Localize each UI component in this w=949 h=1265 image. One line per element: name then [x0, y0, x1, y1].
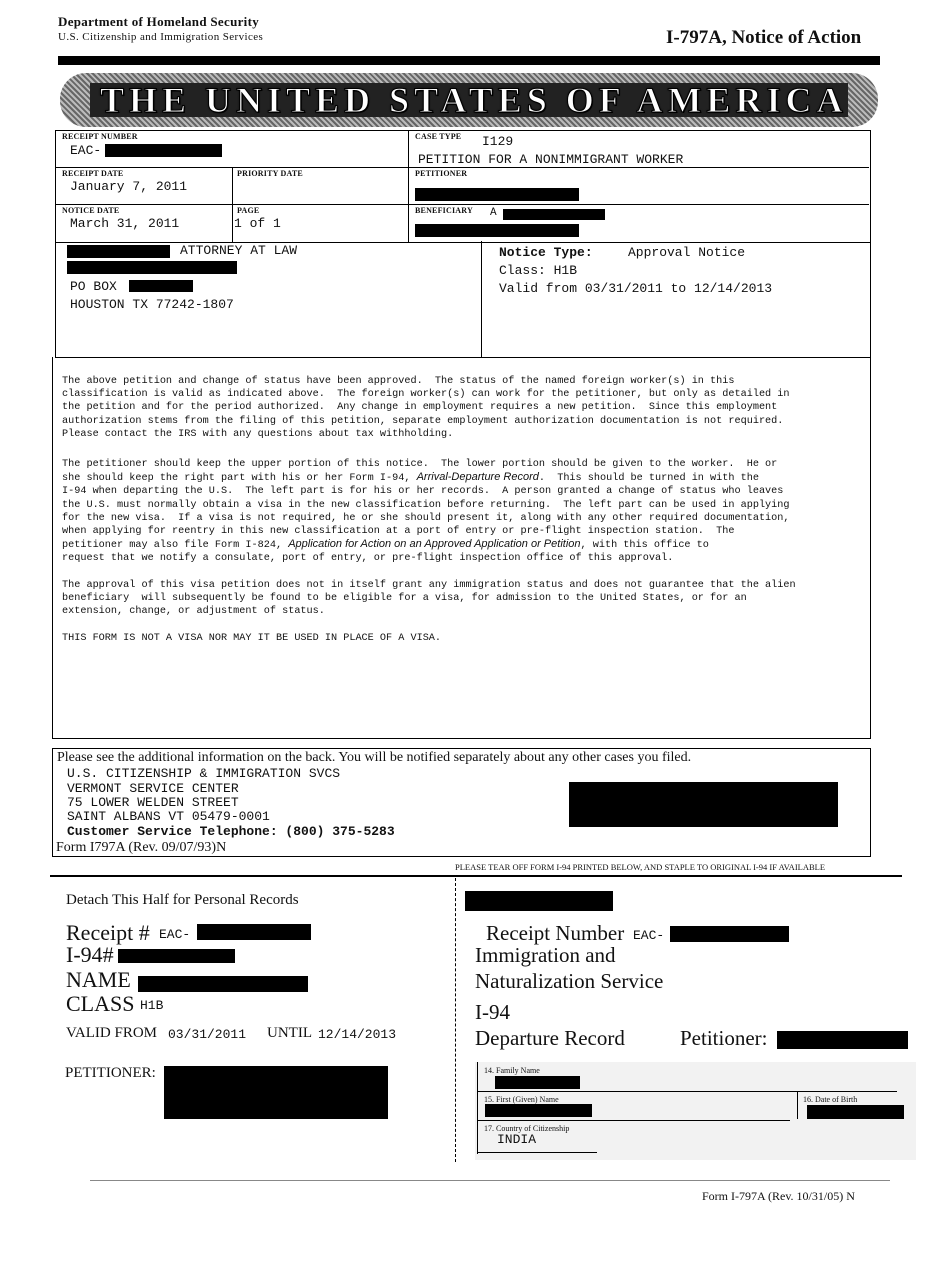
redaction	[138, 976, 308, 992]
redaction	[485, 1104, 592, 1117]
redaction	[197, 924, 311, 940]
until-value: 12/14/2013	[318, 1027, 397, 1042]
redaction	[118, 949, 235, 963]
stub-class-label: CLASS	[66, 991, 135, 1016]
usa-banner	[60, 73, 878, 127]
case-type-desc: PETITION FOR A NONIMMIGRANT WORKER	[418, 152, 684, 167]
valid-from-label: VALID FROM	[66, 1025, 157, 1041]
banner-text: THE UNITED STATES OF AMERICA	[100, 80, 848, 120]
header-rule	[58, 56, 880, 65]
office-line-3: 75 LOWER WELDEN STREET	[67, 795, 239, 810]
citizenship-value: INDIA	[497, 1132, 537, 1147]
redaction	[503, 209, 605, 220]
redaction	[415, 224, 579, 237]
city-line: HOUSTON TX 77242-1807	[70, 297, 234, 312]
stub-name-label: NAME	[66, 967, 131, 992]
page-value: 1 of 1	[234, 216, 281, 231]
class-line: Class: H1B	[499, 263, 578, 278]
redaction	[129, 280, 193, 292]
case-type-label: CASE TYPE	[415, 132, 462, 141]
detach-note: Detach This Half for Personal Records	[66, 892, 299, 908]
notice-date-value: March 31, 2011	[70, 216, 180, 231]
departure-record: Departure Record	[475, 1026, 625, 1050]
notice-type-label: Notice Type:	[499, 245, 593, 260]
petitioner-label: PETITIONER	[415, 169, 468, 178]
redaction	[807, 1105, 904, 1119]
right-receipt-prefix: EAC-	[633, 928, 665, 943]
notice-date-label: NOTICE DATE	[62, 206, 120, 215]
receipt-date-label: RECEIPT DATE	[62, 169, 124, 178]
office-line-4: SAINT ALBANS VT 05479-0001	[67, 809, 270, 824]
office-line-2: VERMONT SERVICE CENTER	[67, 781, 239, 796]
i94-heading: I-94	[475, 1000, 510, 1024]
right-receipt-label: Receipt Number	[486, 921, 625, 945]
page-label: PAGE	[237, 206, 260, 215]
receipt-number-label: RECEIPT NUMBER	[62, 132, 138, 141]
agency-line2: U.S. Citizenship and Immigration Services	[58, 31, 264, 43]
beneficiary-label: BENEFICIARY	[415, 206, 473, 215]
form-revision: Form I797A (Rev. 09/07/93)N	[56, 840, 227, 855]
priority-date-label: PRIORITY DATE	[237, 169, 303, 178]
office-line-1: U.S. CITIZENSHIP & IMMIGRATION SVCS	[67, 766, 341, 781]
redaction	[415, 188, 579, 201]
notice-type-value: Approval Notice	[628, 245, 746, 260]
bottom-form-revision: Form I-797A (Rev. 10/31/05) N	[702, 1189, 855, 1203]
stub-i94-label: I-94#	[66, 942, 114, 967]
redaction	[465, 891, 613, 911]
receipt-number-value: EAC-	[70, 143, 102, 158]
body-paragraph-1: The above petition and change of status have been approved. The status of the named foreign worker(s) in this classification is valid as indicated above. The foreign worker(s) can work for the petitioner, but only as detailed in the petition and for the period authorized. Any change in employment requires a new petition. Since this employment authorization stems from the filing of this petition, separate employment authorization documentation is not required. Please contact the IRS with any questions about tax withholding.	[62, 376, 790, 440]
po-box-label: PO BOX	[70, 279, 117, 294]
back-info-note: Please see the additional information on the back. You will be notified separately about any other cases you filed.	[57, 750, 692, 765]
right-petitioner-label: Petitioner:	[680, 1026, 768, 1050]
tear-off-note: PLEASE TEAR OFF FORM I-94 PRINTED BELOW, AND STAPLE TO ORIGINAL I-94 IF AVAILABLE	[455, 862, 826, 872]
redaction	[67, 245, 170, 258]
ins-line-2: Naturalization Service	[475, 969, 664, 993]
redaction	[67, 261, 237, 274]
redaction	[164, 1066, 388, 1119]
valid-line: Valid from 03/31/2011 to 12/14/2013	[499, 281, 773, 296]
receipt-date-value: January 7, 2011	[70, 179, 188, 194]
redaction	[105, 144, 222, 157]
redaction	[569, 782, 838, 827]
stub-receipt-label: Receipt #	[66, 920, 150, 945]
family-name-label: 14. Family Name	[484, 1066, 540, 1075]
customer-service-phone: Customer Service Telephone: (800) 375-5283	[67, 824, 395, 839]
tear-line	[50, 875, 902, 877]
beneficiary-value: A	[490, 207, 497, 219]
ins-line-1: Immigration and	[475, 943, 616, 967]
redaction	[495, 1076, 580, 1089]
until-label: UNTIL	[267, 1025, 312, 1041]
attorney-line: ATTORNEY AT LAW	[180, 243, 298, 258]
stub-petitioner-label: PETITIONER:	[65, 1065, 156, 1081]
valid-from-value: 03/31/2011	[168, 1027, 247, 1042]
citizenship-label: 17. Country of Citizenship	[484, 1124, 570, 1133]
redaction	[777, 1031, 908, 1049]
body-paragraph-2: The petitioner should keep the upper portion of this notice. The lower portion should be given to the worker. He or she should keep the right part with his or her Form I-94, Arrival-Departure Record. This should be turned in with the I-94 when departing the U.S. The left part is for his or her records. A person granted a change of status who leaves the U.S. must normally obtain a visa in the new classification before returning. The left part can be used in applying for the new visa. If a visa is not required, he or she should present it, along with any other required documentation, when applying for reentry in this new classification at a port of entry or pre-flight inspection station. The petitioner may also file Form I-824, Application for Action on an Approved Application or Petition, with this office to request that we notify a consulate, port of entry, or pre-flight inspection office of this approval.	[62, 459, 790, 565]
body-paragraph-3: The approval of this visa petition does not in itself grant any immigration status and does not guarantee that the alien beneficiary will subsequently be found to be eligible for a visa, for admission to the United States, or for an extension, change, or adjustment of status.	[62, 580, 796, 618]
stub-receipt-prefix: EAC-	[159, 927, 191, 942]
form-title: I-797A, Notice of Action	[666, 27, 862, 48]
date-of-birth-label: 16. Date of Birth	[803, 1095, 858, 1104]
bottom-rule	[90, 1180, 890, 1181]
given-name-label: 15. First (Given) Name	[484, 1095, 559, 1104]
case-type-value: I129	[482, 134, 514, 149]
redaction	[670, 926, 789, 942]
stub-class-value: H1B	[140, 998, 164, 1013]
agency-line1: Department of Homeland Security	[58, 14, 260, 29]
body-paragraph-4: THIS FORM IS NOT A VISA NOR MAY IT BE USED IN PLACE OF A VISA.	[62, 633, 442, 644]
stub-divider	[455, 878, 456, 1162]
